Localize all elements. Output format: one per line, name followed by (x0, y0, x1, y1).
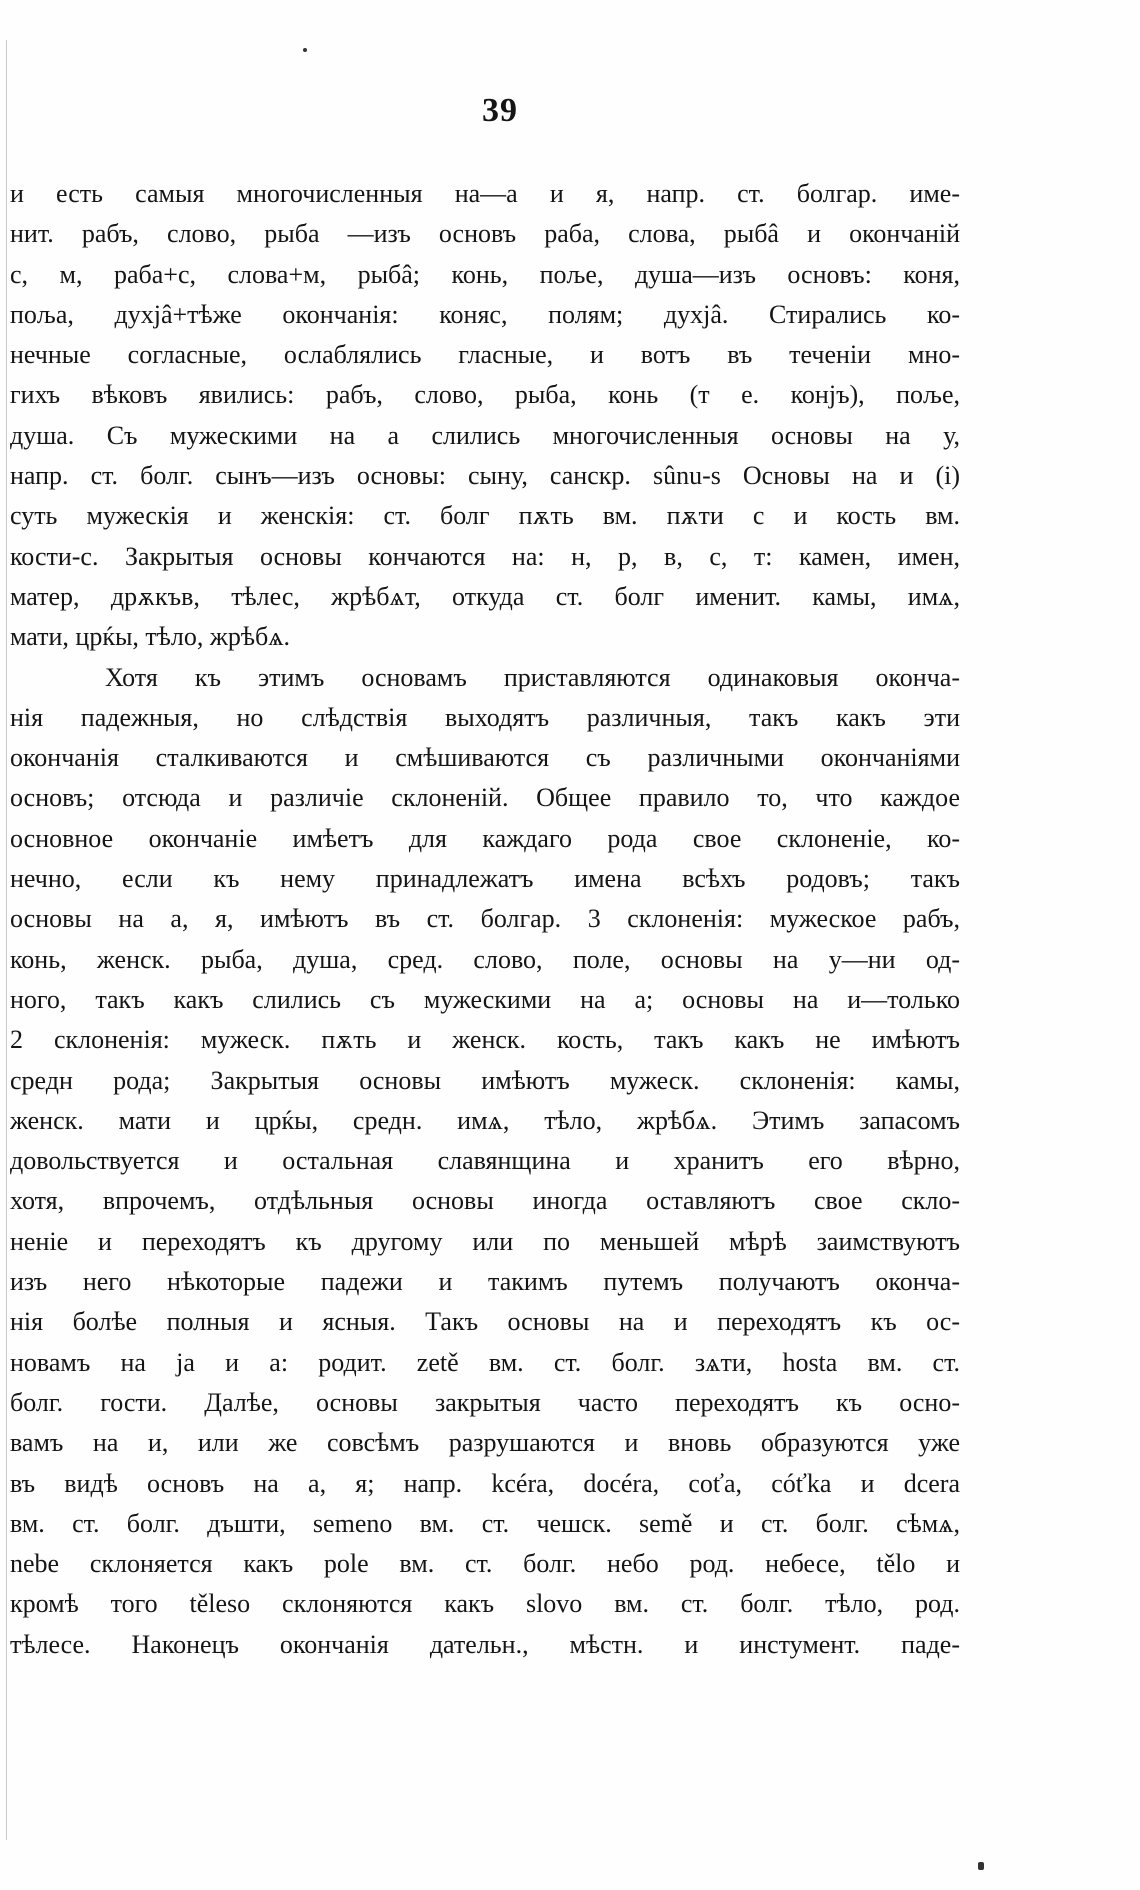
text-line: новамъ на ја и а: родит. zetě вм. ст. болг. зѧти, hosta вм. ст. (10, 1347, 960, 1377)
ink-speck (303, 48, 307, 52)
text-line: изъ него нѣкоторые падежи и такимъ путемъ получаютъ оконча- (10, 1267, 960, 1297)
text-line: ного, такъ какъ слились съ мужескими на а; основы на и—только (10, 984, 960, 1014)
text-line: основъ; отсюда и различіе склоненій. Общее правило то, что каждое (10, 783, 960, 813)
page-edge-line (6, 40, 7, 1840)
text-line: 2 склоненія: мужеск. пѫть и женск. кость, такъ какъ не имѣютъ (10, 1025, 960, 1055)
text-line: конь, женск. рыба, душа, сред. слово, поле, основы на у—ни од- (10, 944, 960, 974)
text-line: въ видѣ основъ на а, я; напр. kcéra, docéra, coťa, cóťka и dcera (10, 1468, 960, 1498)
paragraph-2 (10, 658, 960, 1665)
text-line: женск. мати и црќы, средн. имѧ, тѣло, жрѣбѧ. Этимъ запасомъ (10, 1105, 960, 1135)
text-line: матер, дрѫкъв, тѣлес, жрѣбѧт, откуда ст. болг именит. камы, имѧ, (10, 581, 960, 611)
text-line: хотя, впрочемъ, отдѣльныя основы иногда оставляютъ свое скло- (10, 1186, 960, 1216)
text-line: вм. ст. болг. дъшти, semeno вм. ст. чешск. semě и ст. болг. сѣмѧ, (10, 1508, 960, 1538)
text-line: напр. ст. болг. сынъ—изъ основы: сыну, санскр. sûnu-s Основы на и (i) (10, 461, 960, 491)
paragraph-1 (10, 174, 960, 658)
text-line: тѣлесе. Наконецъ окончанія дательн., мѣстн. и инстумент. паде- (10, 1629, 960, 1659)
text-line: вамъ на и, или же совсѣмъ разрушаются и вновь образуются уже (10, 1428, 960, 1458)
text-line: окончанія сталкиваются и смѣшиваются съ различными окончаніями (10, 743, 960, 773)
text-line: гихъ вѣковъ явились: рабъ, слово, рыба, конь (т е. конјъ), поље, (10, 380, 960, 410)
text-line: мати, црќы, тѣло, жрѣбѧ. (10, 622, 291, 652)
text-line: и есть самыя многочисленныя на—а и я, напр. ст. болгар. име- (10, 179, 960, 208)
text-line: нечно, если къ нему принадлежатъ имена всѣхъ родовъ; такъ (10, 864, 960, 894)
text-line: суть мужескія и женскія: ст. болг пѫть вм. пѫти с и кость вм. (10, 501, 960, 531)
ink-speck (978, 1862, 984, 1870)
text-line: Хотя къ этимъ основамъ приставляются одинаковыя оконча- (105, 662, 960, 692)
text-line: средн рода; Закрытыя основы имѣютъ мужеск. склоненія: камы, (10, 1065, 960, 1095)
text-line: довольствуется и остальная славянщина и хранитъ его вѣрно, (10, 1146, 960, 1176)
text-line: основное окончаніе имѣетъ для каждаго рода свое склоненіе, ко- (10, 823, 960, 853)
text-line: нія болѣе полныя и ясныя. Такъ основы на и переходятъ къ ос- (10, 1307, 960, 1337)
page-number: 39 (482, 92, 518, 129)
text-line: неніе и переходятъ къ другому или по меньшей мѣрѣ заимствуютъ (10, 1226, 960, 1256)
text-line: nebe склоняется какъ pole вм. ст. болг. небо род. небесе, tělo и (10, 1549, 960, 1579)
text-line: с, м, раба+с, слова+м, рыбâ; конь, поље, душа—изъ основъ: коня, (10, 259, 960, 289)
text-line: нит. рабъ, слово, рыба —изъ основъ раба, слова, рыбâ и окончаній (10, 219, 960, 249)
text-line: кромѣ того těleso склоняются какъ slovo вм. ст. болг. тѣло, род. (10, 1589, 960, 1619)
text-line: поља, духјâ+тѣже окончанія: коняс, полям; духјâ. Стирались ко- (10, 299, 960, 329)
text-line: душа. Съ мужескими на а слились многочисленныя основы на у, (10, 420, 960, 450)
body-text (10, 174, 960, 1665)
text-line: нія падежныя, но слѣдствія выходятъ различныя, такъ какъ эти (10, 702, 960, 732)
text-line: нечные согласные, ослаблялись гласные, и вотъ въ теченіи мно- (10, 340, 960, 370)
text-line: болг. гости. Далѣе, основы закрытыя часто переходятъ къ осно- (10, 1387, 960, 1417)
text-line: кости-с. Закрытыя основы кончаются на: н, р, в, с, т: камен, имен, (10, 541, 960, 571)
text-line: основы на а, я, имѣютъ въ ст. болгар. 3 склоненія: мужеское рабъ, (10, 904, 960, 934)
